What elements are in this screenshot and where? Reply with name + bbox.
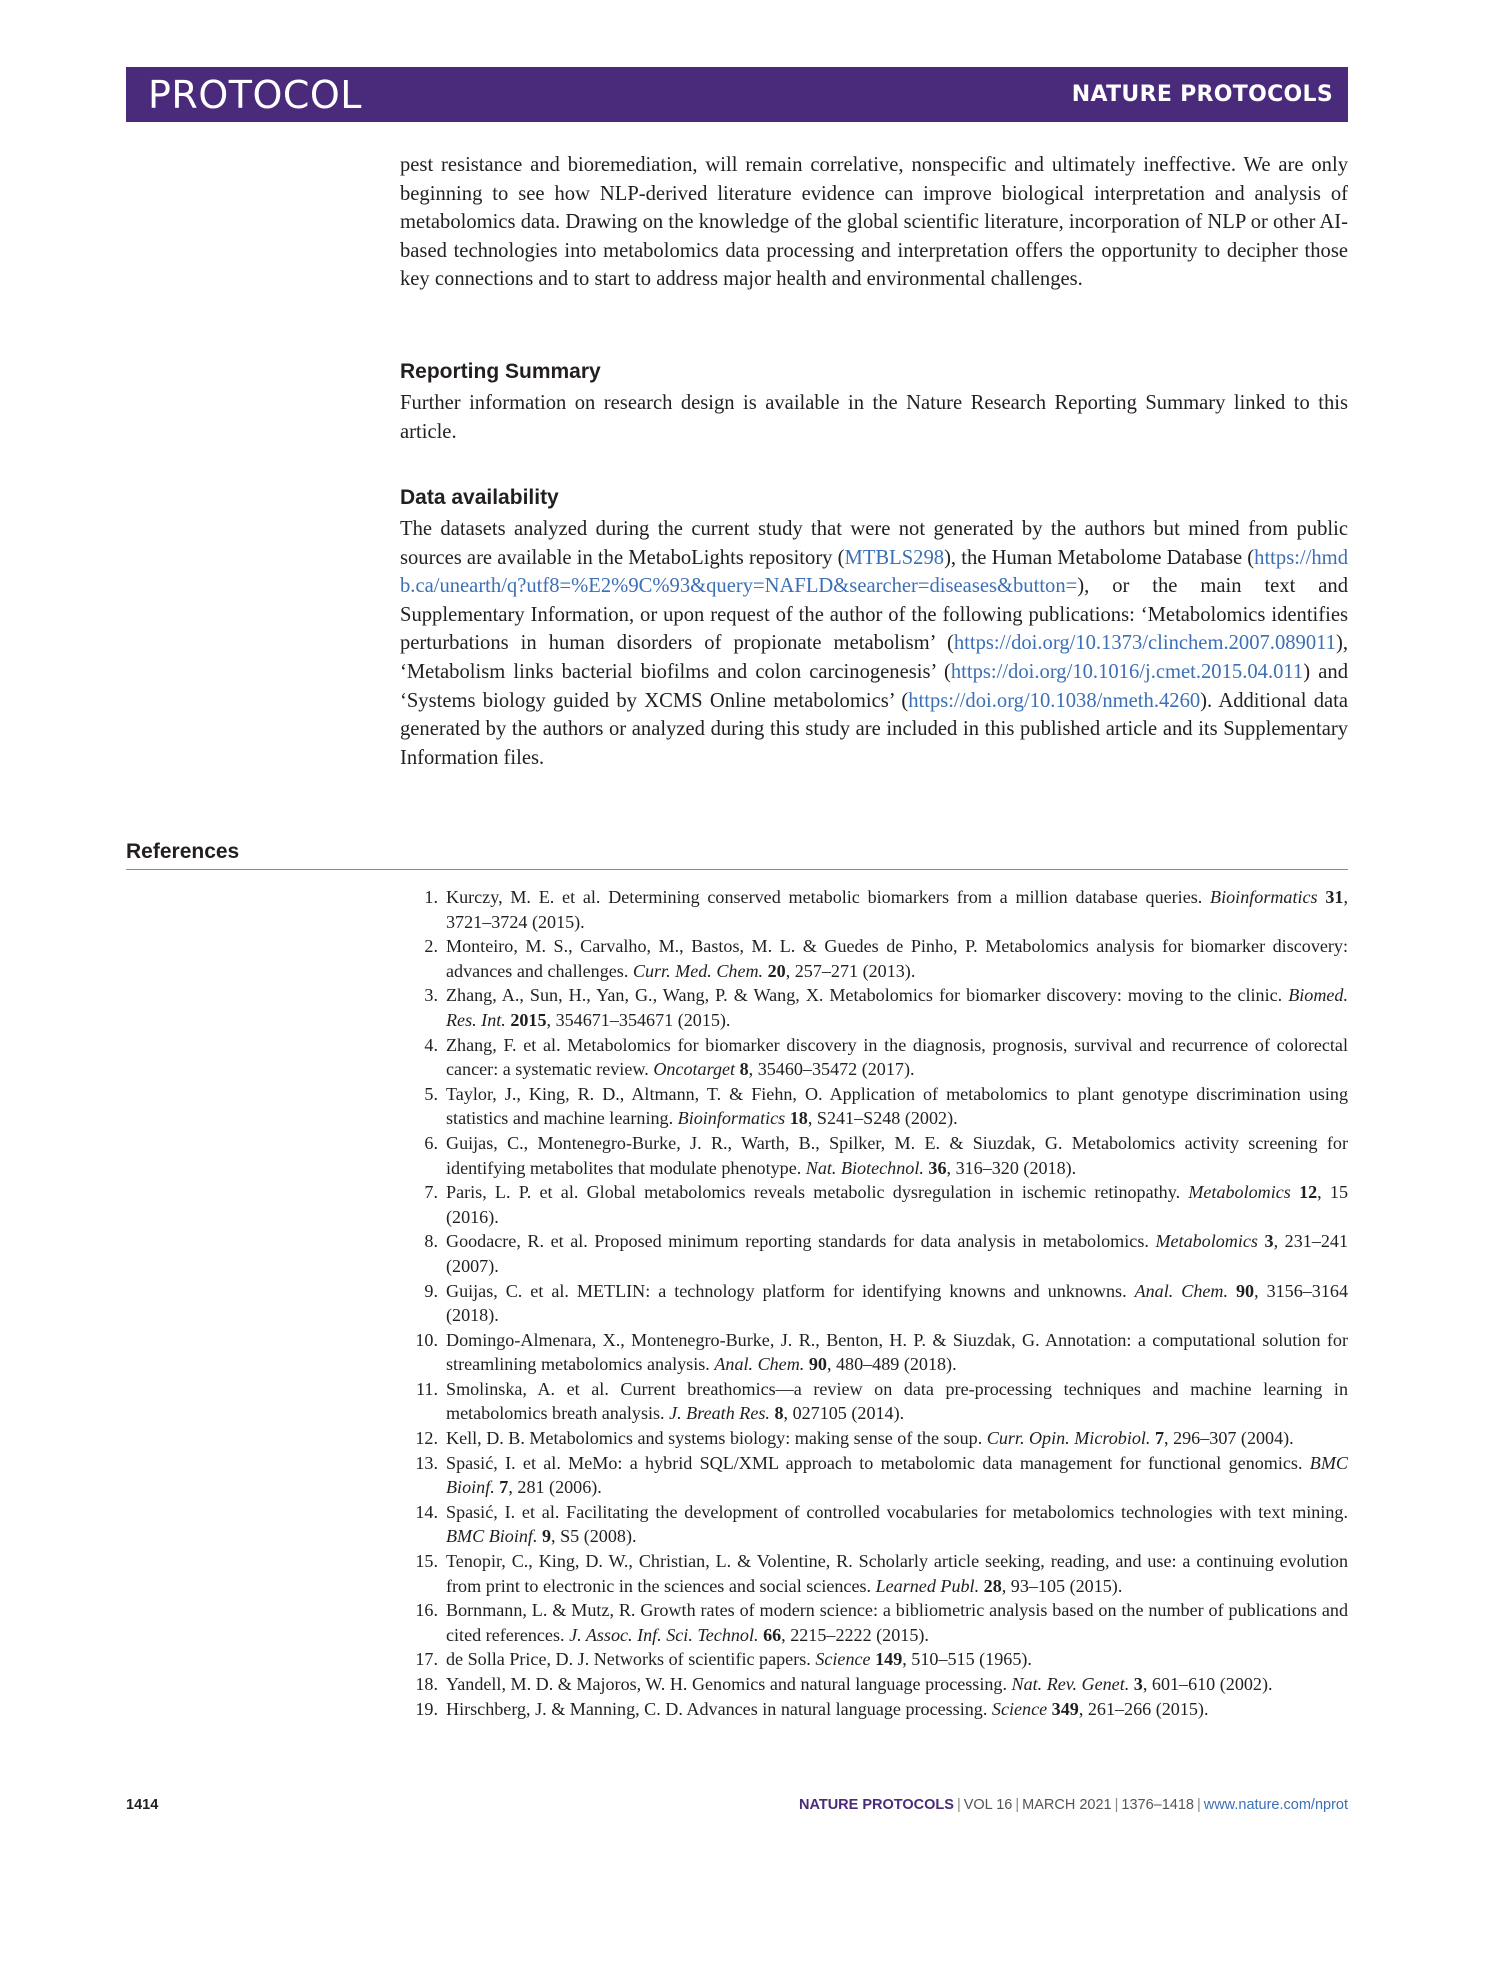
reference-number: 9. (424, 1280, 438, 1301)
separator: | (1015, 1797, 1020, 1813)
reference-volume: 90 (808, 1354, 827, 1375)
hmdb-link[interactable]: https://hmdb.ca/unearth/q?utf8=%E2%9C%93&query=NAFLD&searcher=diseases&button= (400, 546, 1348, 598)
reference-number: 1. (424, 887, 438, 907)
reference-pages-year: , S241–S248 (2002). (807, 1108, 958, 1129)
reference-authors-title: Domingo-Almenara, X., Montenegro-Burke, J. R., Benton, H. P. & Siuzdak, G. Annotation: a computational solution for streamlining metabolomics analysis. (446, 1329, 1348, 1375)
reference-pages-year: , 3721–3724 (2015). (446, 887, 1348, 932)
reference-journal: Anal. Chem. (1134, 1280, 1228, 1301)
reference-pages-year: , 296–307 (2004). (1164, 1428, 1294, 1449)
reference-journal: Anal. Chem. (714, 1354, 805, 1375)
reference-pages-year: , 601–610 (2002). (1142, 1674, 1273, 1694)
reference-item (400, 934, 1348, 983)
data-availability-section (400, 486, 1348, 772)
references-heading: References (126, 840, 240, 863)
text-span: ) and ‘Systems biology guided by XCMS Online metabolomics’ ( (400, 660, 1348, 712)
mtbls298-link[interactable]: MTBLS298 (844, 546, 945, 569)
reporting-summary-text: Further information on research design is available in the Nature Research Reporting Summary linked to this article. (400, 392, 1348, 443)
reference-number: 2. (424, 936, 438, 957)
reference-volume: 90 (1235, 1280, 1255, 1301)
reference-authors-title: Zhang, A., Sun, H., Yan, G., Wang, P. & Wang, X. Metabolomics for biomarker discovery: moving to the clinic. (446, 985, 1289, 1006)
doi-cmet-link[interactable]: https://doi.org/10.1016/j.cmet.2015.04.011 (950, 660, 1304, 683)
reference-item (400, 1451, 1348, 1500)
reference-authors-title: Hirschberg, J. & Manning, C. D. Advances in natural language processing. (446, 1698, 992, 1719)
reference-number: 10. (415, 1329, 438, 1350)
reference-text (446, 1328, 1348, 1377)
reference-journal: Nat. Rev. Genet. (1011, 1674, 1130, 1694)
reference-text (446, 1033, 1348, 1082)
reference-item (400, 1279, 1348, 1328)
reference-text (446, 1377, 1348, 1426)
reference-journal: Biomed. Res. Int. (446, 985, 1348, 1030)
reference-number: 11. (416, 1378, 438, 1399)
reference-pages-year: , 2215–2222 (2015). (781, 1624, 929, 1645)
text-span: ). Additional data generated by the authors or analyzed during this study are included in this published article and its Supplementary Information files. (400, 689, 1348, 769)
reference-volume: 31 (1325, 887, 1344, 907)
reference-pages-year: , 316–320 (2018). (946, 1157, 1077, 1178)
references-list (400, 885, 1348, 1721)
reference-volume: 18 (789, 1108, 808, 1129)
reference-text (446, 934, 1348, 983)
reference-journal: Science (991, 1698, 1048, 1719)
reference-volume: 349 (1051, 1698, 1079, 1719)
reference-authors-title: Zhang, F. et al. Metabolomics for biomarker discovery in the diagnosis, prognosis, survival and recurrence of colorectal cancer: a systematic review. (446, 1034, 1348, 1080)
reference-volume: 36 (928, 1157, 947, 1178)
reference-authors-title: Kurczy, M. E. et al. Determining conserved metabolic biomarkers from a million database queries. (446, 887, 1211, 907)
reference-pages-year: , 510–515 (1965). (902, 1649, 1032, 1670)
reference-text (446, 1229, 1348, 1278)
reference-authors-title: Bornmann, L. & Mutz, R. Growth rates of modern science: a bibliometric analysis based on the number of publications and cited references. (446, 1600, 1348, 1645)
intro-section (400, 151, 1348, 294)
reference-number: 13. (415, 1452, 438, 1473)
reference-journal: Learned Publ. (875, 1575, 980, 1596)
separator: | (1196, 1797, 1201, 1813)
data-availability-text (400, 515, 1348, 772)
reference-journal: Curr. Med. Chem. (632, 960, 764, 981)
reference-journal: J. Assoc. Inf. Sci. Technol. (569, 1624, 759, 1645)
reference-volume: 20 (767, 960, 786, 981)
reference-text (446, 1647, 1348, 1672)
doi-nmeth-link[interactable]: https://doi.org/10.1038/nmeth.4260 (908, 689, 1201, 712)
reference-journal: Curr. Opin. Microbiol. (986, 1428, 1151, 1449)
reference-authors-title: Guijas, C. et al. METLIN: a technology platform for identifying knowns and unknowns. (446, 1280, 1135, 1301)
reference-authors-title: Spasić, I. et al. Facilitating the development of controlled vocabularies for metabolomics technologies with text mining. (446, 1501, 1348, 1522)
reference-text (446, 1549, 1348, 1598)
reference-journal: Bioinformatics (677, 1108, 786, 1129)
reference-item (400, 1598, 1348, 1647)
intro-paragraph: pest resistance and bioremediation, will remain correlative, nonspecific and ultimately ineffective. We are only beginning to see how NLP-derived literature evidence can improve biological interpretation and analysis of metabolomics data. Drawing on the knowledge of the global scientific literature, incorporation of NLP or other AI-based technologies into metabolomics data processing and interpretation offers the opportunity to decipher those key connections and to start to address major health and environmental challenges. (400, 154, 1348, 291)
reference-pages-year: , 480–489 (2018). (826, 1354, 957, 1375)
reference-volume: 3 (1133, 1674, 1143, 1694)
reference-item (400, 1647, 1348, 1672)
reference-volume: 2015 (510, 1009, 547, 1030)
reference-number: 6. (424, 1132, 438, 1153)
footer-date: MARCH 2021 (1022, 1797, 1112, 1813)
reporting-summary-heading: Reporting Summary (400, 360, 601, 383)
reference-text (446, 1672, 1348, 1697)
reference-number: 4. (424, 1034, 438, 1055)
reference-item (400, 1672, 1348, 1697)
page-number: 1414 (126, 1797, 159, 1813)
footer-pages: 1376–1418 (1121, 1797, 1194, 1813)
reference-authors-title: Smolinska, A. et al. Current breathomics—a review on data pre-processing techniques and machine learning in metabolomics breath analysis. (446, 1378, 1348, 1424)
reference-number: 18. (415, 1674, 438, 1694)
reference-journal: BMC Bioinf. (446, 1452, 1348, 1498)
text-span: The datasets analyzed during the current study that were not generated by the authors but mined from public sources are available in the MetaboLights repository ( (400, 518, 1348, 569)
reference-item (400, 1377, 1348, 1426)
reference-authors-title: de Solla Price, D. J. Networks of scientific papers. (446, 1649, 816, 1670)
journal-citation (799, 1797, 1348, 1813)
reference-text (446, 1180, 1348, 1229)
reference-text (446, 1451, 1348, 1500)
reference-volume: 149 (875, 1649, 903, 1670)
reference-pages-year: , 257–271 (2013). (785, 960, 916, 981)
reference-item (400, 1033, 1348, 1082)
text-span: ), the Human Metabolome Database ( (944, 546, 1255, 569)
reference-authors-title: Guijas, C., Montenegro-Burke, J. R., Warth, B., Spilker, M. E. & Siuzdak, G. Metabolomics activity screening for identifying metabolites that modulate phenotype. (446, 1132, 1348, 1178)
reference-volume: 7 (499, 1477, 509, 1498)
reference-pages-year: , 261–266 (2015). (1078, 1698, 1209, 1719)
reference-item (400, 1549, 1348, 1598)
reference-authors-title: Taylor, J., King, R. D., Altmann, T. & Fiehn, O. Application of metabolomics to plant genotype discrimination using statistics and machine learning. (446, 1083, 1348, 1129)
reference-text (446, 1082, 1348, 1131)
reference-number: 16. (415, 1600, 438, 1621)
references-header (126, 840, 1348, 870)
reference-pages-year: , 35460–35472 (2017). (748, 1059, 915, 1080)
reference-authors-title: Goodacre, R. et al. Proposed minimum reporting standards for data analysis in metabolomics. (446, 1231, 1156, 1252)
reference-journal: Bioinformatics (1210, 887, 1318, 907)
reference-item (400, 1229, 1348, 1278)
reference-pages-year: , 354671–354671 (2015). (546, 1009, 731, 1030)
data-availability-heading: Data availability (400, 486, 559, 509)
reference-number: 5. (424, 1083, 438, 1104)
reference-text (446, 1279, 1348, 1328)
reference-journal: Oncotarget (653, 1059, 736, 1080)
reference-journal: J. Breath Res. (669, 1403, 770, 1424)
footer-url[interactable]: www.nature.com/nprot (1203, 1797, 1348, 1813)
reference-journal: Metabolomics (1155, 1231, 1258, 1252)
reference-number: 3. (424, 985, 438, 1006)
reference-text (446, 1697, 1348, 1722)
reference-text (446, 983, 1348, 1032)
reference-item (400, 1500, 1348, 1549)
doi-clinchem-link[interactable]: https://doi.org/10.1373/clinchem.2007.089011 (953, 632, 1336, 655)
reference-pages-year: , 93–105 (2015). (1001, 1575, 1123, 1596)
reference-authors-title: Tenopir, C., King, D. W., Christian, L. & Volentine, R. Scholarly article seeking, reading, and use: a continuing evolution from print to electronic in the sciences and social sciences. (446, 1551, 1348, 1596)
reference-volume: 3 (1264, 1231, 1274, 1252)
reference-item (400, 1328, 1348, 1377)
header-banner (126, 67, 1348, 122)
reference-pages-year: , 3156–3164 (2018). (446, 1280, 1348, 1326)
reference-number: 15. (415, 1551, 438, 1572)
reference-item (400, 885, 1348, 934)
footer-volume: VOL 16 (963, 1797, 1013, 1813)
reference-number: 7. (424, 1182, 438, 1203)
reference-volume: 9 (542, 1526, 552, 1547)
reporting-summary-section (400, 360, 1348, 446)
reference-item (400, 1426, 1348, 1451)
reference-journal: Metabolomics (1188, 1182, 1291, 1203)
reference-authors-title: Yandell, M. D. & Majoros, W. H. Genomics and natural language processing. (446, 1674, 1012, 1694)
reference-authors-title: Paris, L. P. et al. Global metabolomics reveals metabolic dysregulation in ischemic retinopathy. (446, 1182, 1189, 1203)
reference-volume: 12 (1299, 1182, 1318, 1203)
reference-number: 8. (424, 1231, 438, 1252)
separator: | (1114, 1797, 1119, 1813)
reference-item (400, 1131, 1348, 1180)
reference-pages-year: , 027105 (2014). (783, 1403, 905, 1424)
reference-authors-title: Monteiro, M. S., Carvalho, M., Bastos, M. L. & Guedes de Pinho, P. Metabolomics analysis for biomarker discovery: advances and challenges. (446, 936, 1348, 981)
reference-text (446, 1131, 1348, 1180)
reference-text (446, 1500, 1348, 1549)
reference-number: 14. (415, 1501, 438, 1522)
reference-volume: 8 (774, 1403, 784, 1424)
section-label: PROTOCOL (148, 72, 362, 117)
reference-number: 17. (415, 1649, 438, 1670)
journal-name: NATURE PROTOCOLS (1071, 82, 1333, 107)
reference-text (446, 1598, 1348, 1647)
reference-text (446, 885, 1348, 934)
reference-volume: 66 (763, 1624, 782, 1645)
reference-pages-year: , S5 (2008). (551, 1526, 637, 1547)
text-span: ), ‘Metabolism links bacterial biofilms and colon carcinogenesis’ ( (400, 632, 1348, 683)
text-span: ), or the main text and Supplementary Information, or upon request of the author of the following publications: ‘Metabolomics identifies perturbations in human disorders of propionate metabolism’ ( (400, 575, 1348, 655)
reference-journal: Nat. Biotechnol. (805, 1157, 924, 1178)
reference-number: 19. (415, 1698, 438, 1719)
footer-journal: NATURE PROTOCOLS (798, 1797, 954, 1813)
reference-number: 12. (415, 1428, 438, 1449)
reference-volume: 28 (983, 1575, 1002, 1596)
reference-item (400, 1082, 1348, 1131)
reference-authors-title: Spasić, I. et al. MeMo: a hybrid SQL/XML approach to metabolomic data management for functional genomics. (446, 1452, 1310, 1473)
reference-pages-year: , 231–241 (2007). (446, 1231, 1349, 1276)
reference-item (400, 1180, 1348, 1229)
reference-journal: BMC Bioinf. (446, 1526, 538, 1547)
reference-authors-title: Kell, D. B. Metabolomics and systems biology: making sense of the soup. (446, 1428, 987, 1449)
reference-pages-year: , 281 (2006). (508, 1477, 602, 1498)
reference-item (400, 983, 1348, 1032)
reference-text (446, 1426, 1348, 1451)
separator: | (956, 1797, 961, 1813)
reference-journal: Science (815, 1649, 871, 1670)
reference-item (400, 1697, 1348, 1722)
reference-volume: 8 (739, 1059, 749, 1080)
reference-pages-year: , 15 (2016). (446, 1182, 1349, 1227)
reference-volume: 7 (1154, 1428, 1165, 1449)
